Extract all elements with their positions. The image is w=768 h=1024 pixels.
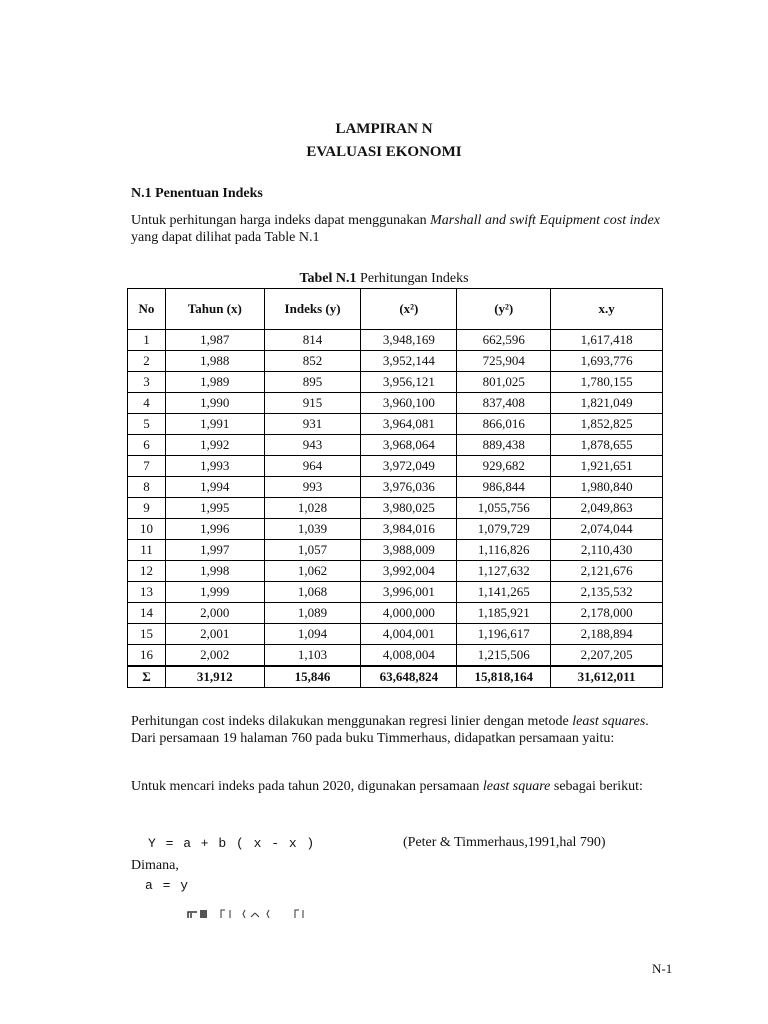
table-cell: 2,188,894: [551, 624, 663, 645]
table-cell: 1,693,776: [551, 351, 663, 372]
table-cell: 929,682: [457, 456, 551, 477]
table-cell: 3,948,169: [361, 330, 457, 351]
intro-paragraph: [131, 212, 661, 246]
table-cell: 1,780,155: [551, 372, 663, 393]
table-cell: 1,988: [165, 351, 264, 372]
table-cell: 2,000: [165, 603, 264, 624]
cropped-formula-fragment: [185, 908, 305, 918]
table-cell: 5: [128, 414, 166, 435]
table-row: [128, 435, 663, 456]
table-cell: 3,964,081: [361, 414, 457, 435]
appendix-subtitle: EVALUASI EKONOMI: [306, 144, 462, 160]
table-cell: 852: [264, 351, 361, 372]
table-cell: 1,028: [264, 498, 361, 519]
table-cell: 2,049,863: [551, 498, 663, 519]
table-cell: 1,089: [264, 603, 361, 624]
table-cell: 1,057: [264, 540, 361, 561]
formula-reference: (Peter & Timmerhaus,1991,hal 790): [403, 835, 606, 850]
caption-text: Perhitungan Indeks: [356, 271, 469, 286]
table-cell: 814: [264, 330, 361, 351]
table-cell: 2,110,430: [551, 540, 663, 561]
table-cell: 4: [128, 393, 166, 414]
table-cell: 3,988,009: [361, 540, 457, 561]
table-row: [128, 603, 663, 624]
sum-row: [128, 666, 663, 688]
table-cell: 2,207,205: [551, 645, 663, 667]
table-cell: 1,997: [165, 540, 264, 561]
table-cell: 1,993: [165, 456, 264, 477]
table-cell: 2,135,532: [551, 582, 663, 603]
table-row: [128, 456, 663, 477]
table-cell: 1,215,506: [457, 645, 551, 667]
table-row: [128, 561, 663, 582]
table-cell: 13: [128, 582, 166, 603]
table-row: [128, 477, 663, 498]
table-cell: 1,055,756: [457, 498, 551, 519]
table-cell: 6: [128, 435, 166, 456]
table-cell: 16: [128, 645, 166, 667]
table-cell: 964: [264, 456, 361, 477]
year-text-italic: least square: [482, 779, 551, 794]
table-cell: 725,904: [457, 351, 551, 372]
table-cell: 2,001: [165, 624, 264, 645]
table-cell: 10: [128, 519, 166, 540]
table-row: [128, 582, 663, 603]
method-text-1: Perhitungan cost indeks dilakukan menggunakan regresi linier dengan metode: [131, 714, 573, 729]
table-cell: 986,844: [457, 477, 551, 498]
table-cell: 9: [128, 498, 166, 519]
table-cell: 3,984,016: [361, 519, 457, 540]
table-cell: 931: [264, 414, 361, 435]
column-header: No: [128, 289, 166, 330]
table-cell: 993: [264, 477, 361, 498]
table-cell: 1,116,826: [457, 540, 551, 561]
table-cell: 1,196,617: [457, 624, 551, 645]
table-cell: 1,999: [165, 582, 264, 603]
column-header: x.y: [551, 289, 663, 330]
table-cell: 1,989: [165, 372, 264, 393]
table-cell: 12: [128, 561, 166, 582]
table-cell: 1,921,651: [551, 456, 663, 477]
table-cell: 1,990: [165, 393, 264, 414]
table-cell: 2: [128, 351, 166, 372]
table-cell: 1,852,825: [551, 414, 663, 435]
table-cell: 1,617,418: [551, 330, 663, 351]
table-cell: 3,996,001: [361, 582, 457, 603]
table-cell: 2,178,000: [551, 603, 663, 624]
table-cell: 1,094: [264, 624, 361, 645]
sum-cell: 15,818,164: [457, 666, 551, 688]
table-row: [128, 372, 663, 393]
intro-text-italic: Marshall and swift Equipment cost index: [430, 213, 660, 228]
table-cell: 1,185,921: [457, 603, 551, 624]
table-cell: 11: [128, 540, 166, 561]
table-cell: 801,025: [457, 372, 551, 393]
table-cell: 915: [264, 393, 361, 414]
table-cell: 4,008,004: [361, 645, 457, 667]
intercept-formula: a = y: [145, 878, 190, 893]
index-table: [127, 288, 663, 688]
sum-cell: 31,612,011: [551, 666, 663, 688]
table-cell: 3,960,100: [361, 393, 457, 414]
method-text-italic: least squares: [572, 714, 646, 729]
table-caption: [0, 271, 768, 287]
table-cell: 1,068: [264, 582, 361, 603]
table-cell: 15: [128, 624, 166, 645]
page-number: N-1: [652, 961, 673, 976]
table-cell: 1,998: [165, 561, 264, 582]
column-header: Tahun (x): [165, 289, 264, 330]
table-cell: 3,968,064: [361, 435, 457, 456]
section-title: N.1 Penentuan Indeks: [131, 186, 263, 201]
table-cell: 1,996: [165, 519, 264, 540]
table-cell: 943: [264, 435, 361, 456]
table-row: [128, 351, 663, 372]
table-row: [128, 393, 663, 414]
table-cell: 4,004,001: [361, 624, 457, 645]
table-cell: 3,980,025: [361, 498, 457, 519]
table-cell: 1,127,632: [457, 561, 551, 582]
table-cell: 14: [128, 603, 166, 624]
table-cell: 3,952,144: [361, 351, 457, 372]
year-text-2: sebagai berikut:: [550, 779, 643, 794]
table-cell: 2,002: [165, 645, 264, 667]
table-cell: 1,062: [264, 561, 361, 582]
table-cell: 2,074,044: [551, 519, 663, 540]
table-cell: 1,821,049: [551, 393, 663, 414]
table-row: [128, 624, 663, 645]
column-header: (y²): [457, 289, 551, 330]
table-cell: 1,980,840: [551, 477, 663, 498]
sum-cell: 31,912: [165, 666, 264, 688]
table-body: [128, 330, 663, 688]
table-cell: 1: [128, 330, 166, 351]
method-paragraph: [131, 713, 661, 747]
column-header: (x²): [361, 289, 457, 330]
table-cell: 866,016: [457, 414, 551, 435]
table-cell: 1,991: [165, 414, 264, 435]
table-cell: 889,438: [457, 435, 551, 456]
table-cell: 1,878,655: [551, 435, 663, 456]
table-cell: 3,972,049: [361, 456, 457, 477]
appendix-title: LAMPIRAN N: [335, 121, 433, 137]
sum-cell: 15,846: [264, 666, 361, 688]
table-row: [128, 540, 663, 561]
table-cell: 1,103: [264, 645, 361, 667]
table-cell: 662,596: [457, 330, 551, 351]
table-row: [128, 498, 663, 519]
table-row: [128, 645, 663, 667]
table-cell: 1,995: [165, 498, 264, 519]
caption-label: Tabel N.1: [299, 271, 357, 286]
method-text-2: . Dari persamaan 19 halaman 760 pada buku Timmerhaus, didapatkan persamaan yaitu:: [131, 714, 649, 746]
intro-text-2: yang dapat dilihat pada Table N.1: [131, 230, 320, 245]
table-cell: 3,992,004: [361, 561, 457, 582]
sum-cell: 63,648,824: [361, 666, 457, 688]
table-row: [128, 414, 663, 435]
table-cell: 1,079,729: [457, 519, 551, 540]
table-cell: 4,000,000: [361, 603, 457, 624]
dimana-label: Dimana,: [131, 858, 179, 873]
table-cell: 3: [128, 372, 166, 393]
table-cell: 837,408: [457, 393, 551, 414]
table-cell: 1,987: [165, 330, 264, 351]
table-cell: 1,992: [165, 435, 264, 456]
table-cell: 8: [128, 477, 166, 498]
table-cell: 1,039: [264, 519, 361, 540]
year-paragraph: [131, 778, 661, 795]
table-cell: 895: [264, 372, 361, 393]
table-cell: 1,141,265: [457, 582, 551, 603]
table-header-row: [128, 289, 663, 330]
table-cell: 3,976,036: [361, 477, 457, 498]
year-text-1: Untuk mencari indeks pada tahun 2020, digunakan persamaan: [131, 779, 483, 794]
table-cell: 1,994: [165, 477, 264, 498]
table-cell: 7: [128, 456, 166, 477]
intro-text-1: Untuk perhitungan harga indeks dapat menggunakan: [131, 213, 431, 228]
table-row: [128, 330, 663, 351]
column-header: Indeks (y): [264, 289, 361, 330]
table-row: [128, 519, 663, 540]
table-cell: 2,121,676: [551, 561, 663, 582]
sigma-symbol: Σ: [128, 666, 166, 688]
regression-formula: Y = a + b ( x - x ): [148, 836, 316, 851]
table-cell: 3,956,121: [361, 372, 457, 393]
